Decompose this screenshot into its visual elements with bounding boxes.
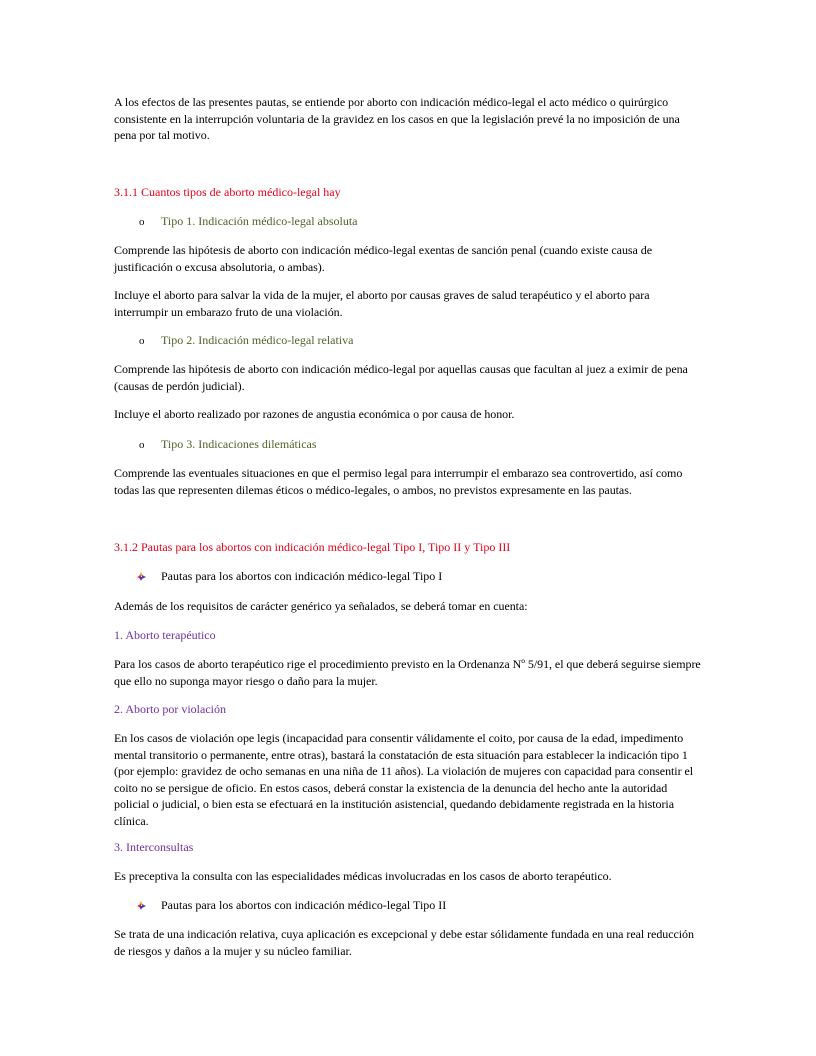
- diamond-bullet-icon: [137, 901, 146, 910]
- diamond-bullet-icon: [137, 572, 146, 581]
- tipo3-title: Tipo 3. Indicaciones dilemáticas: [161, 437, 317, 451]
- pautas-tipo2-title: Pautas para los abortos con indicación médico-legal Tipo II: [161, 898, 447, 912]
- pautas-tipo1-intro: Además de los requisitos de carácter genérico ya señalados, se deberá tomar en cuenta:: [114, 599, 528, 613]
- tipo1-subheading: [139, 213, 358, 231]
- tipo2-paragraph-1: Comprende las hipótesis de aborto con indicación médico-legal por aquellas causas que facultan al juez a eximir de pena (causas de perdón judicial).: [114, 362, 688, 393]
- tipo1-title: Tipo 1. Indicación médico-legal absoluta: [161, 214, 358, 228]
- tipo2-subheading: [139, 332, 354, 350]
- tipo1-paragraph-1: Comprende las hipótesis de aborto con indicación médico-legal exentas de sanción penal (cuando existe causa de justificación o excusa absolutoria, o ambas).: [114, 243, 652, 274]
- intro-paragraph: A los efectos de las presentes pautas, se entiende por aborto con indicación médico-legal el acto médico o quirúrgico consistente en la interrupción voluntaria de la gravidez en los casos en que la legislación prevé la no imposición de una pena por tal motivo.: [114, 95, 680, 142]
- pautas-tipo2-paragraph: Se trata de una indicación relativa, cuya aplicación es excepcional y debe estar sólidamente fundada en una real reducción de riesgos y daños a la mujer y su núcleo familiar.: [114, 927, 694, 958]
- interconsultas-heading: 3. Interconsultas: [114, 840, 194, 854]
- aborto-violacion-paragraph: En los casos de violación ope legis (incapacidad para consentir válidamente el coito, por causa de la edad, impedimento mental transitorio o permanente, entre otras), bastará la constatación de esta situación para establecer la indicación tipo 1 (por ejemplo: gravidez de ocho semanas en una niña de 11 años). La violación de mujeres con capacidad para consentir el coito no se persigue de oficio. En estos casos, deberá constar la existencia de la denuncia del hecho ante la autoridad policial o judicial, o bien esta se efectuará en la institución asistencial, quedando debidamente registrada en la historia clínica.: [114, 731, 694, 828]
- tipo3-subheading: [139, 436, 317, 454]
- circle-bullet-icon: o: [139, 335, 145, 347]
- section-311-heading: 3.1.1 Cuantos tipos de aborto médico-legal hay: [114, 185, 341, 199]
- aborto-terapeutico-paragraph: Para los casos de aborto terapéutico rige el procedimiento previsto en la Ordenanza Nº 5/91, el que deberá seguirse siempre que ello no suponga mayor riesgo o daño para la mujer.: [114, 657, 701, 688]
- pautas-tipo1-title: Pautas para los abortos con indicación médico-legal Tipo I: [161, 569, 443, 583]
- section-312-heading: 3.1.2 Pautas para los abortos con indicación médico-legal Tipo I, Tipo II y Tipo III: [114, 540, 511, 554]
- aborto-violacion-heading: 2. Aborto por violación: [114, 702, 226, 716]
- tipo1-paragraph-2: Incluye el aborto para salvar la vida de la mujer, el aborto por causas graves de salud terapéutico y el aborto para interrumpir un embarazo fruto de una violación.: [114, 288, 650, 319]
- pautas-tipo2-bullet: [137, 897, 446, 914]
- pautas-tipo1-bullet: [137, 568, 442, 585]
- circle-bullet-icon: o: [139, 216, 145, 228]
- tipo2-title: Tipo 2. Indicación médico-legal relativa: [161, 333, 354, 347]
- interconsultas-paragraph: Es preceptiva la consulta con las especialidades médicas involucradas en los casos de aborto terapéutico.: [114, 869, 612, 883]
- aborto-terapeutico-heading: 1. Aborto terapéutico: [114, 628, 216, 642]
- circle-bullet-icon: o: [139, 439, 145, 451]
- tipo2-paragraph-2: Incluye el aborto realizado por razones de angustia económica o por causa de honor.: [114, 407, 515, 421]
- tipo3-paragraph-1: Comprende las eventuales situaciones en que el permiso legal para interrumpir el embarazo sea controvertido, así como todas las que representen dilemas éticos o médico-legales, o ambos, no previstos expresamente en las pautas.: [114, 466, 683, 497]
